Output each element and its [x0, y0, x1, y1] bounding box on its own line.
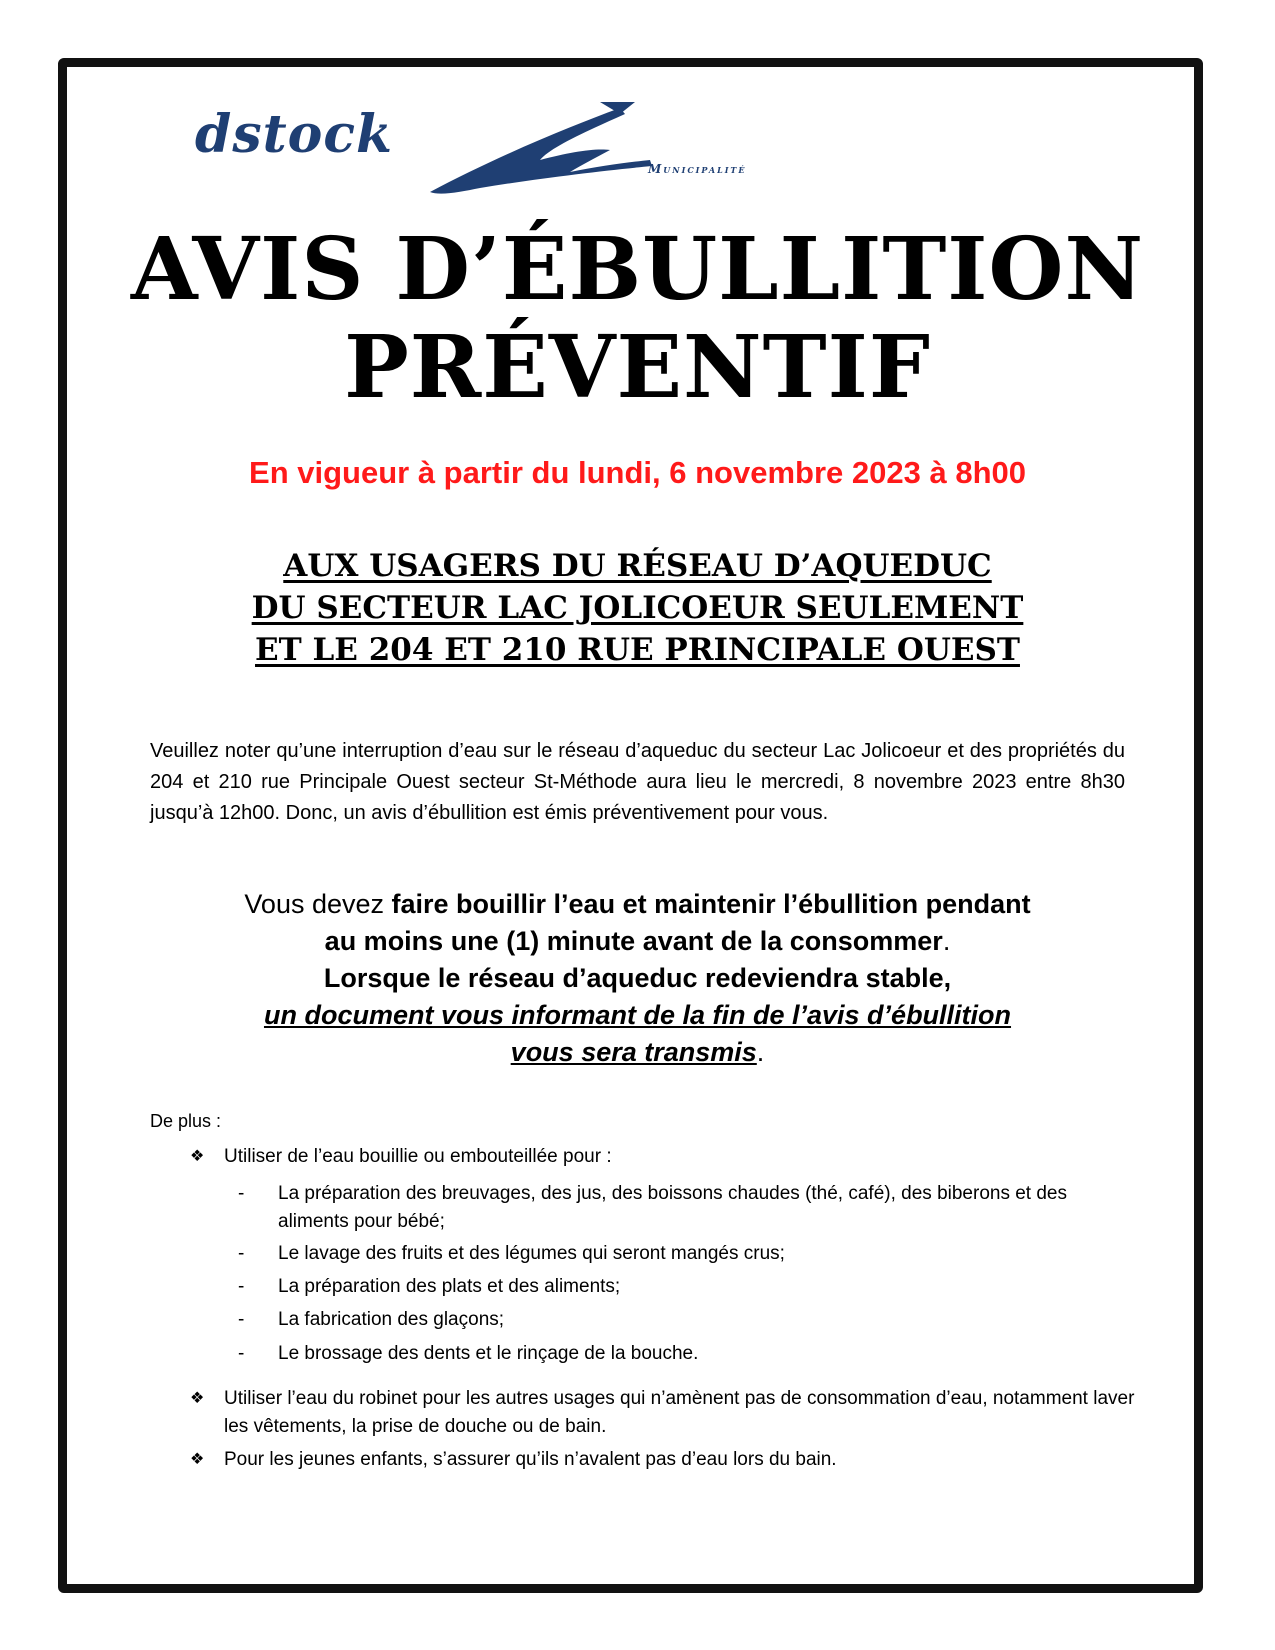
sub-list-item [238, 1306, 1143, 1334]
list-item [190, 1446, 1140, 1474]
audience-line-2: DU SECTEUR LAC JOLICOEUR SEULEMENT [251, 590, 1024, 626]
sub-list-item-text: La préparation des plats et des aliments; [278, 1276, 621, 1297]
page-title-line-1: AVIS D’ÉBULLITION [130, 219, 1145, 320]
instruction-bold-3: Lorsque le réseau d’aqueduc redeviendra stable, [323, 963, 952, 993]
sub-list-item [238, 1273, 1143, 1301]
logo-subtitle: Municipalité [648, 162, 747, 176]
dash-marker: - [238, 1309, 245, 1330]
list-item [190, 1385, 1140, 1441]
list-item-text: Utiliser de l’eau bouillie ou embouteillée pour : [224, 1146, 612, 1167]
dash-marker: - [238, 1243, 245, 1264]
instruction-lead: Vous devez [244, 889, 392, 919]
sub-list-item [238, 1180, 1143, 1236]
notice-paragraph: Veuillez noter qu’une interruption d’eau sur le réseau d’aqueduc du secteur Lac Jolicoeur et des propriétés du 204 et 210 rue Principale Ouest secteur St-Méthode aura lieu le mercredi, 8 novembre 2023 entre 8h30 jusqu’à 12h00. Donc, un avis d’ébullition est émis préventivement pour vous. [150, 740, 1125, 824]
page-title-line-2: PRÉVENTIF [344, 317, 931, 418]
boil-instructions [60, 886, 1215, 1071]
instruction-period-1: . [942, 926, 951, 956]
sub-list-item [238, 1340, 1143, 1368]
dash-marker: - [238, 1183, 245, 1204]
instruction-underline-1: un document vous informant de la fin de l’avis d’ébullition [263, 1000, 1012, 1030]
audience-line-3: ET LE 204 ET 210 RUE PRINCIPALE OUEST [255, 632, 1020, 668]
list-item-text: Utiliser l’eau du robinet pour les autres usages qui n’amènent pas de consommation d’eau, notamment laver les vêtements, la prise de douche ou de bain. [224, 1388, 1135, 1437]
dash-marker: - [238, 1343, 245, 1364]
sub-list-item-text: Le lavage des fruits et des légumes qui seront mangés crus; [278, 1243, 785, 1264]
diamond-bullet-icon: ❖ [190, 1451, 205, 1468]
diamond-bullet-icon: ❖ [190, 1390, 205, 1407]
logo-wordmark: dstock [195, 104, 394, 165]
sub-list-item-text: La fabrication des glaçons; [278, 1309, 505, 1330]
audience-line-1: AUX USAGERS DU RÉSEAU D’AQUEDUC [283, 548, 992, 584]
sub-list-item-text: Le brossage des dents et le rinçage de la bouche. [278, 1343, 699, 1364]
diamond-bullet-icon: ❖ [190, 1148, 205, 1165]
deplus-label: De plus : [150, 1111, 222, 1131]
dash-marker: - [238, 1276, 245, 1297]
sub-list-item-text: La préparation des breuvages, des jus, des boissons chaudes (thé, café), des biberons et des aliments pour bébé; [278, 1183, 1067, 1232]
list-item-text: Pour les jeunes enfants, s’assurer qu’ils n’avalent pas d’eau lors du bain. [224, 1449, 837, 1470]
instruction-underline-2: vous sera transmis [510, 1037, 757, 1067]
instruction-period-2: . [756, 1037, 765, 1067]
adstock-logo-swoosh-icon [420, 100, 820, 210]
effective-date: En vigueur à partir du lundi, 6 novembre 2023 à 8h00 [249, 455, 1026, 490]
instruction-bold-1: faire bouillir l’eau et maintenir l’ébullition pendant [391, 889, 1031, 919]
sub-list-item [238, 1240, 1143, 1268]
list-item [190, 1143, 1140, 1171]
instruction-bold-2: au moins une (1) minute avant de la consommer [324, 926, 943, 956]
